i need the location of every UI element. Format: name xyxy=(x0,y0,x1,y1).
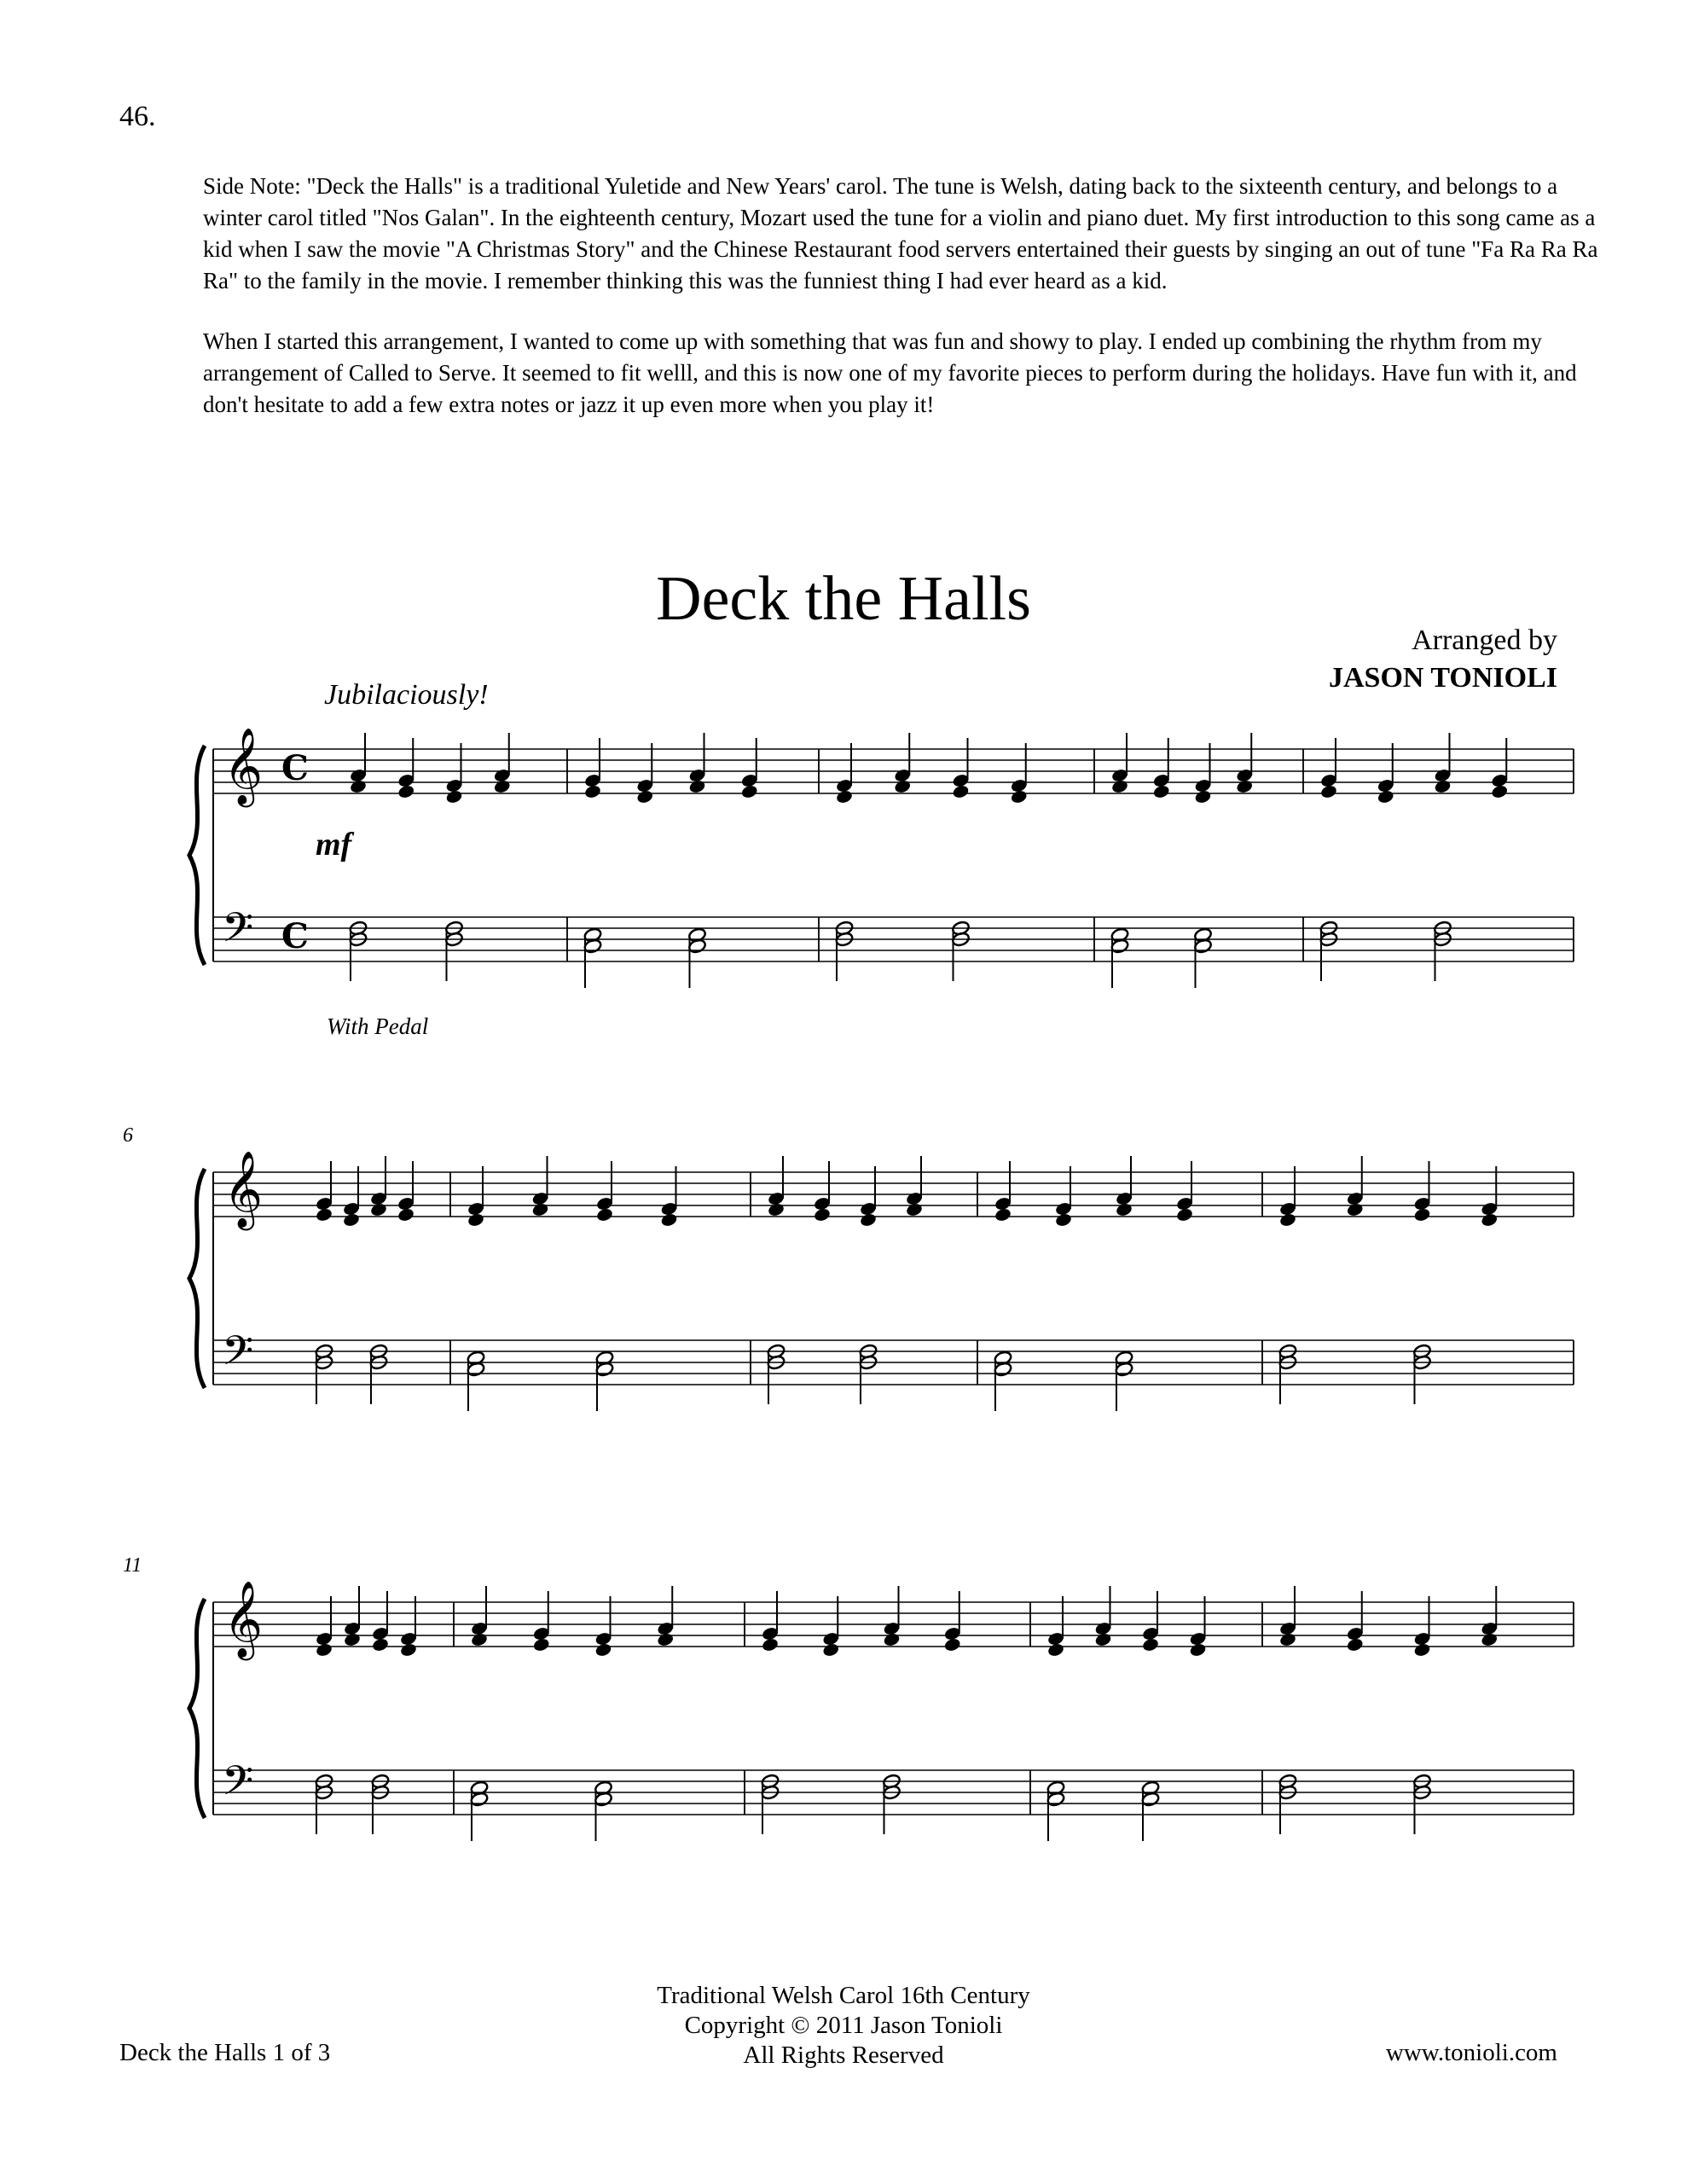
note-head xyxy=(740,784,758,799)
note-head xyxy=(1094,1632,1112,1647)
bass-clef-icon: 𝄢 xyxy=(222,1327,254,1385)
note-head xyxy=(835,789,853,804)
note-head xyxy=(595,1207,613,1223)
note-head xyxy=(1319,784,1337,799)
note-head xyxy=(531,1202,549,1217)
note-head xyxy=(397,784,415,799)
measure-number-6: 6 xyxy=(123,1124,133,1147)
common-time-icon: C xyxy=(281,916,309,956)
footer-page-label: Deck the Halls 1 of 3 xyxy=(119,2039,331,2066)
tempo-marking: Jubilaciously! xyxy=(324,679,489,711)
note-head xyxy=(813,1207,831,1223)
note-head xyxy=(1346,1637,1364,1653)
note-head xyxy=(532,1637,550,1653)
note-head xyxy=(636,789,654,804)
pedal-marking: With Pedal xyxy=(327,1014,429,1039)
treble-clef-icon: 𝄞 xyxy=(223,728,264,804)
note-head xyxy=(859,1212,877,1228)
note-head xyxy=(905,1202,923,1217)
dynamic-marking: mf xyxy=(316,827,352,863)
note-head xyxy=(1278,1632,1296,1647)
grand-staff-brace xyxy=(189,746,205,965)
note-head xyxy=(1054,1212,1072,1228)
note-head xyxy=(315,1207,333,1223)
note-head xyxy=(583,784,601,799)
note-head xyxy=(1377,789,1394,804)
note-head xyxy=(371,1637,389,1653)
note-head xyxy=(399,1642,417,1658)
bass-clef-icon: 𝄢 xyxy=(222,903,254,961)
grand-staff-brace xyxy=(189,1599,205,1818)
page-number: 46. xyxy=(119,101,156,132)
note-head xyxy=(493,779,511,794)
note-head xyxy=(883,1632,901,1647)
note-head xyxy=(657,1632,675,1647)
treble-clef-icon: 𝄞 xyxy=(223,1151,264,1228)
note-head xyxy=(1189,1642,1207,1658)
note-head xyxy=(1152,784,1170,799)
note-head xyxy=(1346,1202,1364,1217)
note-head xyxy=(1194,789,1212,804)
footer-credit-line-2: Copyright © 2011 Jason Tonioli xyxy=(684,2012,1003,2039)
arranger-name: JASON TONIOLI xyxy=(1329,662,1557,694)
note-head xyxy=(397,1207,415,1223)
note-head xyxy=(342,1212,360,1228)
note-head xyxy=(1115,1202,1133,1217)
note-head xyxy=(1046,1642,1064,1658)
side-note-paragraph-1: Side Note: "Deck the Halls" is a traditional Yuletide and New Years' carol. The tune is Welsh, dating back to the sixteenth century, and belongs to a winter carol titled "Nos Galan". In the eighteenth century, Mozart used the tune for a violin and piano duet. My first introduction to this song came as a kid when I saw the movie "A Christmas Story" and the Chinese Restaurant food servers entertained their guests by singing an out of tune "Fa Ra Ra Ra Ra" to the family in the movie. I remember thinking this was the funniest thing I had ever heard as a kid. xyxy=(203,173,1598,293)
arranged-by-label: Arranged by xyxy=(1412,624,1557,656)
piece-title: Deck the Halls xyxy=(656,564,1031,634)
note-head xyxy=(467,1212,484,1228)
footer-credit-line-3: All Rights Reserved xyxy=(743,2042,944,2069)
note-head xyxy=(822,1642,840,1658)
note-head xyxy=(1481,1632,1499,1647)
note-head xyxy=(1236,779,1254,794)
note-head xyxy=(1434,779,1452,794)
note-head xyxy=(688,779,706,794)
common-time-icon: C xyxy=(281,748,309,788)
note-head xyxy=(767,1202,785,1217)
note-head xyxy=(1413,1207,1431,1223)
bass-clef-icon: 𝄢 xyxy=(222,1757,254,1815)
note-head xyxy=(343,1632,361,1647)
note-head xyxy=(894,779,912,794)
note-head xyxy=(1110,779,1128,794)
note-head xyxy=(1141,1637,1159,1653)
note-head xyxy=(445,789,463,804)
footer-credit-line-1: Traditional Welsh Carol 16th Century xyxy=(657,1982,1030,2009)
note-head xyxy=(349,779,367,794)
note-head xyxy=(660,1212,678,1228)
grand-staff-brace xyxy=(189,1169,205,1388)
note-head xyxy=(1278,1212,1296,1228)
note-head xyxy=(761,1637,779,1653)
note-head xyxy=(470,1632,488,1647)
measure-number-11: 11 xyxy=(123,1554,142,1577)
note-head xyxy=(1413,1642,1431,1658)
note-head xyxy=(1491,784,1509,799)
note-head xyxy=(943,1637,961,1653)
note-head xyxy=(1175,1207,1193,1223)
note-head xyxy=(1010,789,1028,804)
footer-website: www.tonioli.com xyxy=(1385,2039,1557,2066)
side-note-paragraph-2: When I started this arrangement, I wanted to come up with something that was fun and showy to play. I ended up combining the rhythm from my arrangement of Called to Serve. It seemed to fit welll, and this is now one of my favorite pieces to perform during the holidays. Have fun with it, and don't hesitate to add a few extra notes or jazz it up even more when you play it! xyxy=(203,328,1577,417)
treble-clef-icon: 𝄞 xyxy=(223,1581,264,1658)
note-head xyxy=(952,784,970,799)
note-head xyxy=(594,1642,612,1658)
note-head xyxy=(994,1207,1012,1223)
note-head xyxy=(315,1642,333,1658)
note-head xyxy=(1481,1212,1499,1228)
note-head xyxy=(369,1202,387,1217)
